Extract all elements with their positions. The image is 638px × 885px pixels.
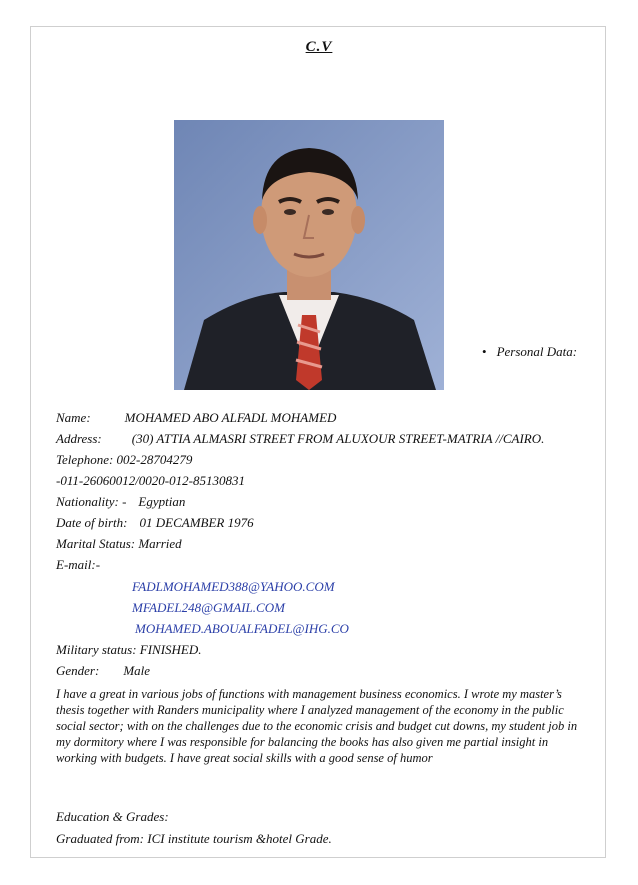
graduated-line: Graduated from: ICI institute tourism &hotel Grade.: [56, 831, 332, 846]
name-value: MOHAMED ABO ALFADL MOHAMED: [124, 410, 337, 425]
page-title: C.V: [305, 39, 333, 55]
military-line: Military status: FINISHED.: [56, 642, 202, 657]
email-link-3[interactable]: MOHAMED.ABOUALFADEL@IHG.CO: [135, 621, 349, 636]
dob-line: [56, 515, 254, 531]
education-heading: Education & Grades:: [56, 809, 169, 824]
gender-label: Gender:: [56, 663, 100, 678]
gender-value: Male: [123, 663, 151, 678]
address-line: [56, 431, 544, 447]
dob-label: Date of birth:: [56, 515, 128, 530]
email-link-1[interactable]: FADLMOHAMED388@YAHOO.COM: [132, 579, 335, 594]
nationality-value: Egyptian: [138, 494, 186, 509]
email-link-2[interactable]: MFADEL248@GMAIL.COM: [132, 600, 285, 615]
address-value: (30) ATTIA ALMASRI STREET FROM ALUXOUR STREET-MATRIA //CAIRO.: [131, 431, 545, 446]
personal-data-heading: [482, 344, 577, 360]
nationality-label: Nationality: -: [56, 494, 127, 509]
email-label: E-mail:-: [56, 557, 101, 572]
portrait-image: [174, 120, 444, 390]
nationality-line: [56, 494, 185, 510]
name-label: Name:: [56, 410, 91, 425]
gender-line: [56, 663, 150, 679]
marital-line: Marital Status: Married: [56, 536, 182, 551]
bullet-icon: •: [482, 344, 487, 359]
profile-photo: [174, 120, 444, 390]
address-label: Address:: [56, 431, 102, 446]
phones-line: -011-26060012/0020-012-85130831: [56, 473, 245, 488]
dob-value: 01 DECAMBER 1976: [139, 515, 254, 530]
summary-paragraph: I have a great in various jobs of functions with management business economics. I wrote my master’s thesis together with Randers municipality where I analyzed management of the economy in the public social sector; with on the challenges due to the economic crisis and budget cut downs, my student job in my dormitory where I was responsible for balancing the books has also given me partial insight in working with budgets. I have great social skills with a good sense of humor: [56, 687, 578, 765]
name-line: [56, 410, 336, 426]
telephone-line: Telephone: 002-28704279: [56, 452, 193, 467]
section-label: Personal Data:: [496, 344, 578, 359]
